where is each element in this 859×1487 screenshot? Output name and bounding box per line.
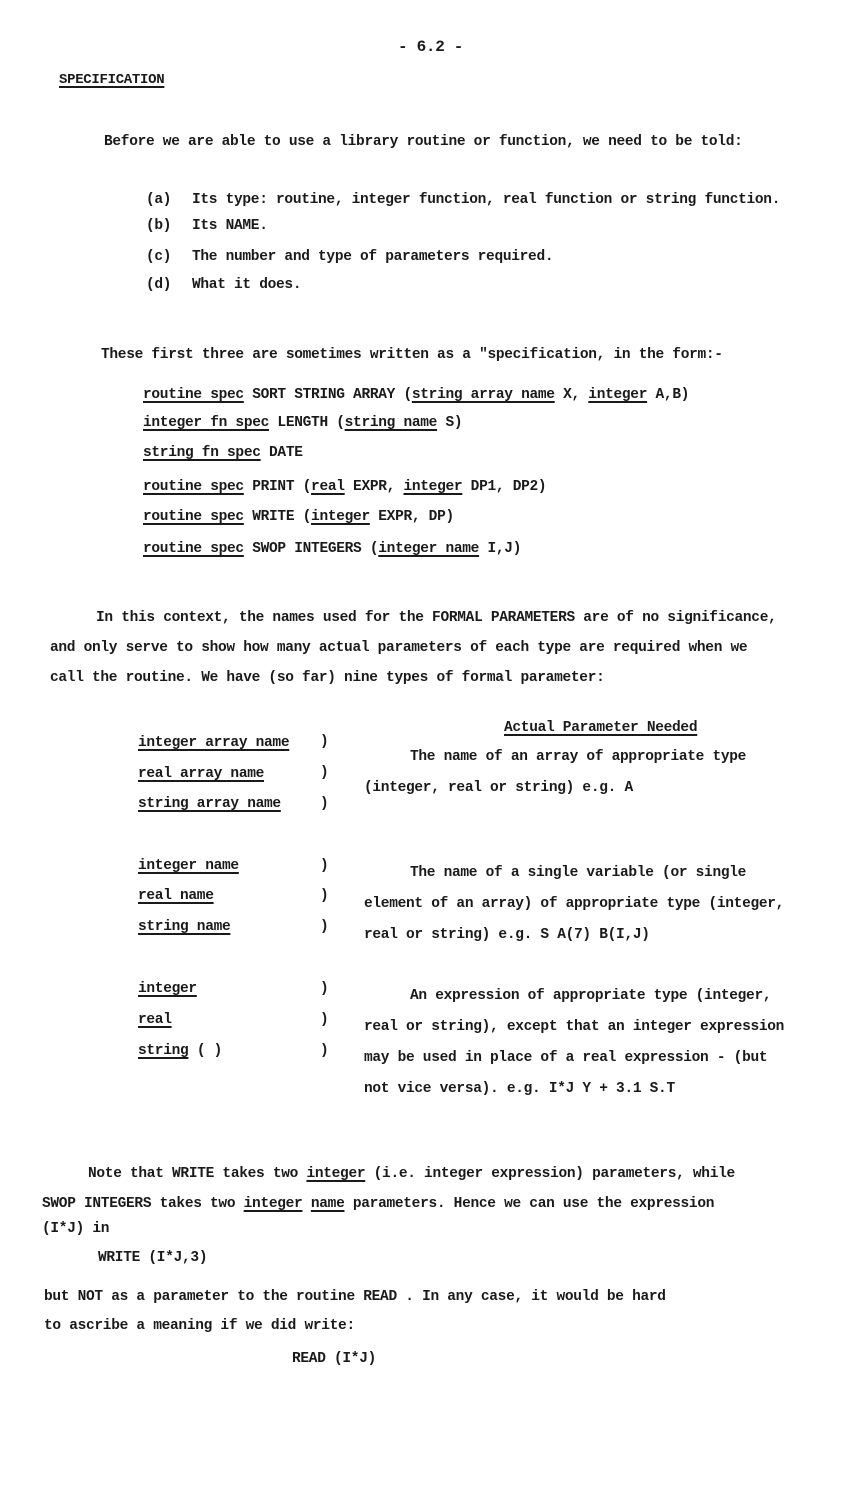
formal-param: real: [138, 1012, 172, 1028]
formal-param: integer name: [138, 858, 239, 874]
formal-param: string name: [138, 919, 231, 935]
param-description: The name of a single variable (or single: [410, 865, 747, 881]
param-description: not vice versa). e.g. I*J Y + 3.1 S.T: [364, 1081, 675, 1097]
bracket: ): [320, 796, 329, 812]
param-description: real or string) e.g. S A(7) B(I,J): [364, 927, 650, 943]
bracket: ): [320, 981, 329, 997]
bracket: ): [320, 888, 329, 904]
note-line: to ascribe a meaning if we did write:: [44, 1318, 355, 1334]
bracket: ): [320, 1043, 329, 1059]
table-header-actual-parameter: Actual Parameter Needed: [504, 720, 698, 736]
list-item: (a) Its type: routine, integer function, real function or string function.: [146, 192, 781, 208]
param-description: An expression of appropriate type (integer,: [410, 988, 772, 1004]
spec-line: routine spec SWOP INTEGERS (integer name I,J): [143, 541, 522, 557]
note-line: but NOT as a parameter to the routine READ . In any case, it would be hard: [44, 1289, 666, 1305]
param-description: real or string), except that an integer expression: [364, 1019, 785, 1035]
formal-param: integer: [138, 981, 197, 997]
param-description: (integer, real or string) e.g. A: [364, 780, 633, 796]
note-line: (I*J) in: [42, 1221, 110, 1237]
formal-param: real name: [138, 888, 214, 904]
bracket: ): [320, 919, 329, 935]
code-example: READ (I*J): [292, 1351, 377, 1367]
bracket: ): [320, 1012, 329, 1028]
spec-line: integer fn spec LENGTH (string name S): [143, 415, 463, 431]
formal-param: real array name: [138, 766, 265, 782]
section-heading: SPECIFICATION: [59, 72, 165, 88]
context-line: In this context, the names used for the FORMAL PARAMETERS are of no significance,: [96, 610, 777, 626]
note-line: SWOP INTEGERS takes two integer name parameters. Hence we can use the expression: [42, 1196, 715, 1212]
list-item: (c) The number and type of parameters required.: [146, 249, 554, 265]
list-item: (b) Its NAME.: [146, 218, 268, 234]
context-line: and only serve to show how many actual parameters of each type are required when we: [50, 640, 748, 656]
bracket: ): [320, 858, 329, 874]
bracket: ): [320, 734, 329, 750]
param-description: may be used in place of a real expression - (but: [364, 1050, 768, 1066]
context-line: call the routine. We have (so far) nine types of formal parameter:: [50, 670, 605, 686]
param-description: element of an array) of appropriate type (integer,: [364, 896, 785, 912]
bracket: ): [320, 765, 329, 781]
note-line: Note that WRITE takes two integer (i.e. integer expression) parameters, while: [88, 1166, 735, 1182]
code-example: WRITE (I*J,3): [98, 1250, 208, 1266]
param-description: The name of an array of appropriate type: [410, 749, 747, 765]
intro-paragraph: Before we are able to use a library routine or function, we need to be told:: [104, 134, 743, 150]
spec-intro: These first three are sometimes written as a "specification, in the form:-: [101, 347, 723, 363]
formal-param: string array name: [138, 796, 281, 812]
spec-line: routine spec SORT STRING ARRAY (string array name X, integer A,B): [143, 387, 690, 403]
formal-param: string ( ): [138, 1043, 223, 1059]
spec-line: routine spec PRINT (real EXPR, integer DP1, DP2): [143, 479, 547, 495]
page-number: - 6.2 -: [398, 38, 464, 56]
formal-param: integer array name: [138, 735, 290, 751]
spec-line: routine spec WRITE (integer EXPR, DP): [143, 509, 454, 525]
spec-line: string fn spec DATE: [143, 445, 303, 461]
list-item: (d) What it does.: [146, 277, 302, 293]
